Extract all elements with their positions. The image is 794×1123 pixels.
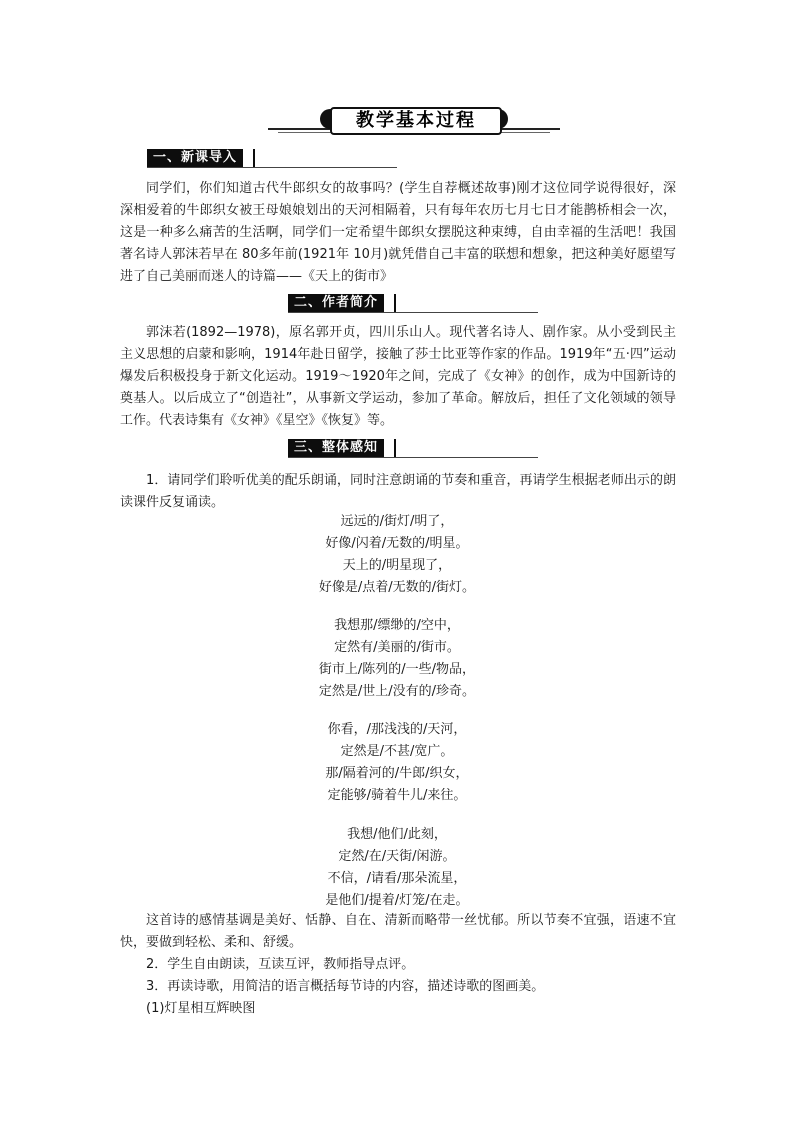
poem-line: 定然是/不甚/宽广。 (340, 744, 454, 759)
section-bar (253, 149, 255, 167)
author-paragraph: 郭沫若(1892—1978)，原名郭开贞，四川乐山人。现代著名诗人、剧作家。从小受到民主主义思想的启蒙和影响，1914年赴日留学，接触了莎士比亚等作家的作品。1919年“五·四”运动爆发后积极投身于新文化运动。1919～1920年之间，完成了《女神》的创作，成为中国新诗的奠基人。以后成立了“创造社”，从事新文学运动，参加了革命。解放后，担任了文化领域的领导工作。代表诗集有《女神》《星空》《恢复》等。 (120, 325, 676, 428)
section-rule (288, 457, 538, 458)
poem-line: 我想那/缥缈的/空中， (334, 618, 460, 633)
poem-line: 远远的/街灯/明了， (340, 514, 454, 529)
step1-paragraph: 1．请同学们聆听优美的配乐朗诵，同时注意朗诵的节奏和重音，再请学生根据老师出示的朗读课件反复诵读。 (120, 473, 676, 510)
poem-line: 我想/他们/此刻， (347, 827, 447, 842)
title-banner (268, 103, 560, 137)
poem-line: 定能够/骑着牛儿/来往。 (327, 788, 467, 803)
step3-item1: (1)灯星相互辉映图 (146, 1001, 256, 1016)
poem-line: 不信，/请看/那朵流星， (327, 871, 467, 886)
section-label: 一、新课导入 (147, 149, 243, 167)
intro-paragraph: 同学们，你们知道古代牛郎织女的故事吗？(学生自荐概述故事)刚才这位同学说得很好，深深相爱着的牛郎织女被王母娘娘划出的天河相隔着，只有每年农历七月七日才能鹊桥相会一次，这是一种多么痛苦的生活啊，同学们一定希望牛郎织女摆脱这种束缚，自由幸福的生活吧！我国著名诗人郭沫若早在 80多年前(1921年 10月)就凭借自己丰富的联想和想象，把这种美好愿望写进了自己美丽而迷人的诗篇——《天上的街市》 (120, 181, 676, 284)
poem-line: 是他们/提着/灯笼/在走。 (325, 893, 469, 908)
poem-line: 那/隔着河的/牛郎/织女， (325, 766, 469, 781)
poem-line: 好像是/点着/无数的/街灯。 (318, 580, 476, 595)
page-title: 教学基本过程 (330, 107, 502, 135)
poem-line: 好像/闪着/无数的/明星。 (325, 536, 469, 551)
section-label: 二、作者简介 (288, 294, 384, 312)
poem-line: 定然有/美丽的/街市。 (334, 640, 460, 655)
section-header-intro (147, 149, 397, 169)
section-header-perception (288, 439, 538, 459)
poem-line: 定然/在/天街/闲游。 (338, 849, 456, 864)
poem-line: 街市上/陈列的/一些/物品， (318, 662, 476, 677)
step2-paragraph: 2．学生自由朗读，互读互评，教师指导点评。 (146, 957, 415, 972)
section-rule (288, 312, 538, 313)
poem-line: 天上的/明星现了， (342, 558, 452, 573)
section-label: 三、整体感知 (288, 439, 384, 457)
step3-paragraph: 3．再读诗歌，用简洁的语言概括每节诗的内容，描述诗歌的图画美。 (146, 979, 545, 994)
section-bar (394, 294, 396, 312)
poem-line: 定然是/世上/没有的/珍奇。 (318, 684, 476, 699)
emotion-paragraph: 这首诗的感情基调是美好、恬静、自在、清新而略带一丝忧郁。所以节奏不宜强，语速不宜快，要做到轻松、柔和、舒缓。 (120, 913, 676, 950)
section-header-author (288, 294, 538, 314)
section-bar (394, 439, 396, 457)
poem-line: 你看，/那浅浅的/天河， (327, 722, 467, 737)
section-rule (147, 167, 397, 168)
